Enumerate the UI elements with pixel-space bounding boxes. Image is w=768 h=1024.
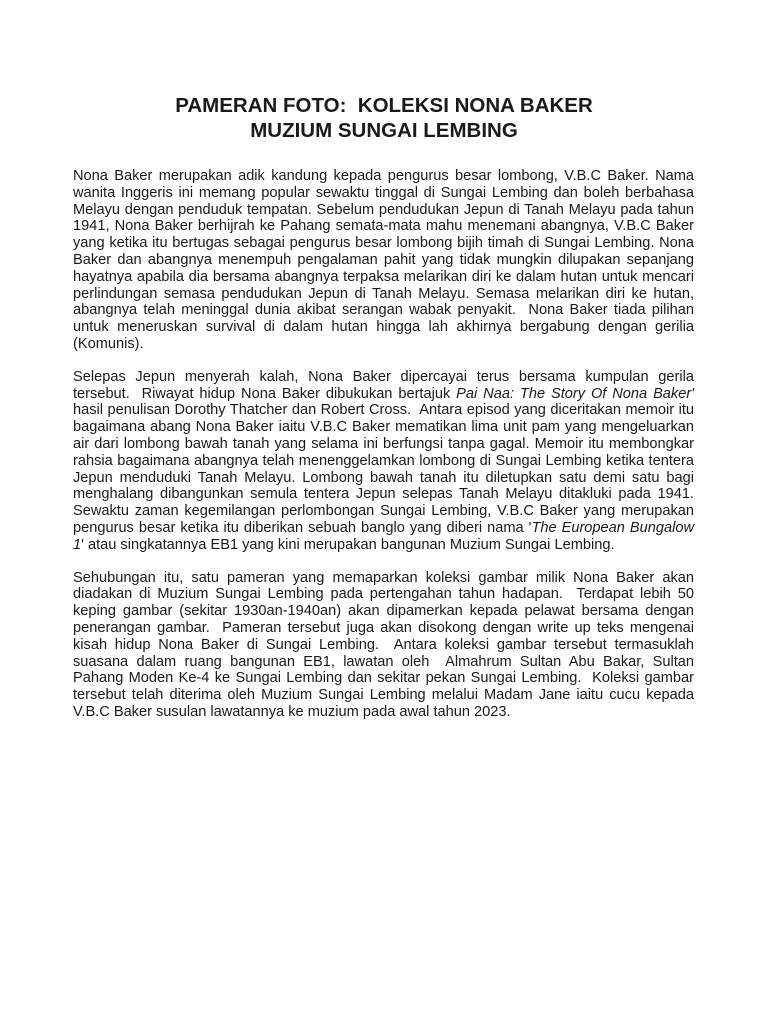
document-title xyxy=(0,93,768,143)
title-line-2: MUZIUM SUNGAI LEMBING xyxy=(250,119,518,142)
bungalow-name: The European Bungalow 1 xyxy=(73,519,699,553)
book-title: Pai Naa: The Story Of Nona Baker' xyxy=(456,385,694,402)
paragraph-2-part-2: hasil penulisan Dorothy Thatcher dan Robert Cross. Antara episod yang diceritakan memoir itu bagaimana abang Nona Baker iaitu V.B.C Baker mematikan lima unit pam yang mengeluarkan air dari lombong bawah tanah yang selama ini berfungsi tanpa gagal. Memoir itu membongkar rahsia bagaimana abangnya telah menenggelamkan lombong di Sungai Lembing ketika tentera Jepun menduduki Tanah Melayu. Lombong bawah tanah itu diletupkan satu demi satu bagi menghalang dibangunkan semula tentera Jepun selepas Tanah Melayu ditakluki pada 1941. Sewaktu zaman kegemilangan perlombongan Sungai Lembing, V.B.C Baker yang merupakan pengurus besar ketika itu diberikan sebuah banglo yang diberi nama ' xyxy=(73,385,699,536)
paragraph-2-part-3: ' atau singkatannya EB1 yang kini merupakan bangunan Muzium Sungai Lembing. xyxy=(81,536,615,553)
paragraph-1: Nona Baker merupakan adik kandung kepada pengurus besar lombong, V.B.C Baker. Nama wanita Inggeris ini memang popular sewaktu tinggal di Sungai Lembing dan boleh berbahasa Melayu dengan penduduk tempatan. Sebelum pendudukan Jepun di Tanah Melayu pada tahun 1941, Nona Baker berhijrah ke Pahang semata-mata mahu menemani abangnya, V.B.C Baker yang ketika itu bertugas sebagai pengurus besar lombong bijih timah di Sungai Lembing. Nona Baker dan abangnya menempuh pengalaman pahit yang tidak mungkin dilupakan sepanjang hayatnya apabila dia bersama abangnya terpaksa melarikan diri ke dalam hutan untuk mencari perlindungan semasa pendudukan Jepun di Tanah Melayu. Semasa melarikan diri ke hutan, abangnya telah meninggal dunia akibat serangan wabak penyakit. Nona Baker tiada pilihan untuk meneruskan survival di dalam hutan hingga lah akhirnya bergabung dengan gerilia (Komunis). xyxy=(73,168,699,352)
paragraph-2 xyxy=(73,368,699,554)
paragraph-2-part-1: Selepas Jepun menyerah kalah, Nona Baker dipercayai terus bersama kumpulan gerila tersebut. Riwayat hidup Nona Baker dibukukan bertajuk xyxy=(73,368,699,402)
document-body xyxy=(73,168,699,737)
paragraph-3: Sehubungan itu, satu pameran yang memaparkan koleksi gambar milik Nona Baker akan diadakan di Muzium Sungai Lembing pada pertengahan tahun hadapan. Terdapat lebih 50 keping gambar (sekitar 1930an-1940an) akan dipamerkan kepada pelawat bersama dengan penerangan gambar. Pameran tersebut juga akan disokong dengan write up teks mengenai kisah hidup Nona Baker di Sungai Lembing. Antara koleksi gambar tersebut termasuklah suasana dalam ruang bangunan EB1, lawatan oleh Almahrum Sultan Abu Bakar, Sultan Pahang Moden Ke-4 ke Sungai Lembing dan sekitar pekan Sungai Lembing. Koleksi gambar tersebut telah diterima oleh Muzium Sungai Lembing melalui Madam Jane iaitu cucu kepada V.B.C Baker susulan lawatannya ke muzium pada awal tahun 2023. xyxy=(73,569,699,720)
title-line-1: PAMERAN FOTO: KOLEKSI NONA BAKER xyxy=(175,94,593,117)
